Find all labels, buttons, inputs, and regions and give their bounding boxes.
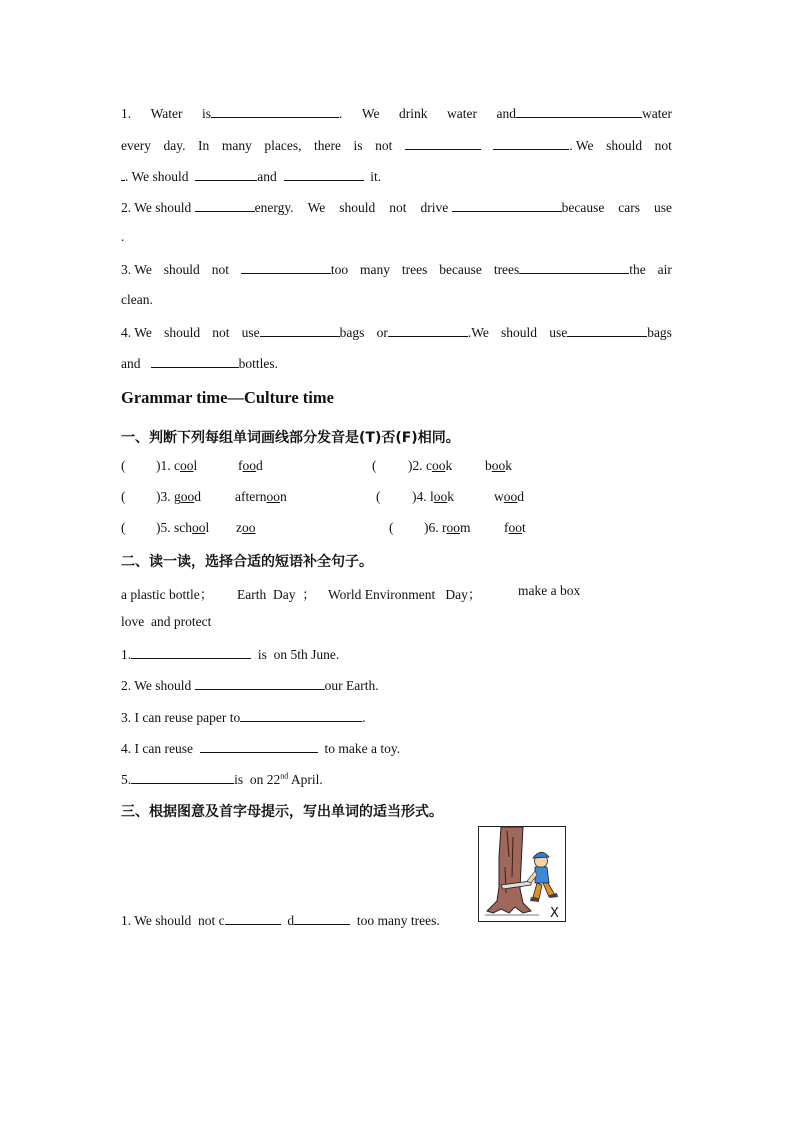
section-title: Grammar time—Culture time [121,388,334,407]
exercise-line-4: 2. We should energy. We should not drive because cars use [121,200,672,215]
q2-sentence-1: 1. is on 5th June. [121,647,340,662]
blank[interactable] [200,739,318,753]
q3-sentence-1: 1. We should not c d too many trees. [121,913,440,928]
item-2-word2: book [485,458,512,473]
q2-sentence-3: 3. I can reuse paper to . [121,710,366,725]
item-5: )5. school [156,520,210,535]
cross-mark: X [550,906,559,921]
paren: ( [121,458,126,473]
q2-sentence-5: 5. is on 22nd April. [121,771,323,787]
exercise-line-7: clean. [121,292,153,307]
blank[interactable] [405,136,481,150]
item-4-word2: wood [494,489,524,504]
blank[interactable] [151,354,239,368]
blank[interactable] [211,104,339,118]
blank[interactable] [240,708,362,722]
blank[interactable] [294,911,350,925]
blank[interactable] [516,104,642,118]
item-6-word2: foot [504,520,526,535]
blank[interactable] [567,323,647,337]
exercise-line-9: and bottles. [121,356,278,371]
item-1-word2: food [238,458,263,473]
question-1-title: 一、判断下列每组单词画线部分发音是(T)否(F)相同。 [121,430,460,446]
blank[interactable] [195,676,325,690]
blank[interactable] [195,167,257,181]
item-6: )6. room [424,520,471,535]
paren: ( [121,489,126,504]
item-4: )4. look [412,489,455,504]
tree-cutting-illustration [478,826,566,922]
blank[interactable] [452,198,562,212]
item-5-word2: zoo [236,520,256,535]
blank[interactable] [493,136,569,150]
option-plastic-bottle: a plastic bottle； [121,587,214,602]
blank[interactable] [388,323,468,337]
question-2-title: 二、读一读，选择合适的短语补全句子。 [121,554,373,570]
option-make-a-box: make a box [518,583,581,598]
blank[interactable] [195,198,255,212]
blank[interactable] [260,323,340,337]
question-3-title: 三、根据图意及首字母提示，写出单词的适当形式。 [121,804,443,820]
blank[interactable] [241,260,331,274]
tree-cutting-drawing [479,827,565,921]
paren: ( [372,458,377,473]
item-3-word2: afternoon [235,489,287,504]
option-earth-day: Earth Day ； [237,587,316,602]
paren: ( [389,520,394,535]
paren: ( [376,489,381,504]
blank[interactable] [131,770,234,784]
exercise-line-5: . [121,229,125,244]
item-2: )2. cook [408,458,453,473]
exercise-line-8: 4. We should not use bags or .We should use bags [121,325,672,340]
q2-sentence-2: 2. We should our Earth. [121,678,379,693]
blank[interactable] [519,260,629,274]
option-world-environment-day: World Environment Day； [328,587,482,602]
exercise-line-6: 3. We should not too many trees because trees the air [121,262,672,277]
paren: ( [121,520,126,535]
item-3: )3. good [156,489,201,504]
blank[interactable] [284,167,364,181]
exercise-line-1: 1. Water is . We drink water and water [121,106,672,121]
q2-sentence-4: 4. I can reuse to make a toy. [121,741,401,756]
blank[interactable] [225,911,281,925]
blank[interactable] [131,645,251,659]
exercise-line-3: . We should and it. [121,167,672,185]
exercise-line-2: every day. In many places, there is not . We should not [121,138,672,153]
item-1: )1. cool [156,458,198,473]
option-love-and-protect: love and protect [121,614,212,629]
